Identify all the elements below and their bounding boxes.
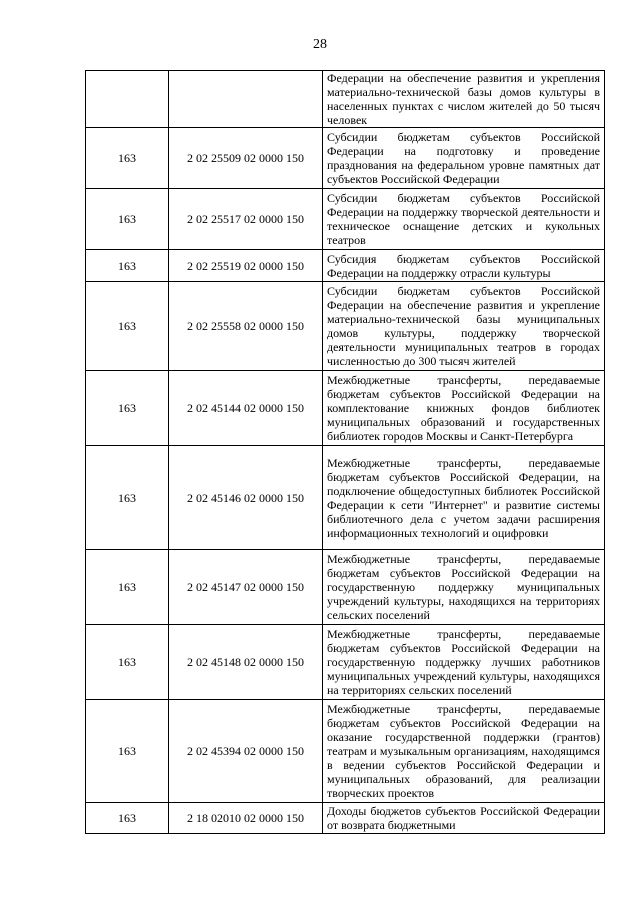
budget-code-cell: 2 02 25509 02 0000 150 [169, 128, 323, 189]
description-cell: Межбюджетные трансферты, передаваемые бюджетам субъектов Российской Федерации на государственную поддержку муниципальных учреждений культуры, находящихся на территориях сельских поселений [323, 550, 605, 625]
description-cell: Федерации на обеспечение развития и укрепления материально-технической базы домов культуры в населенных пунктах с числом жителей до 50 тысяч человек [323, 71, 605, 128]
admin-code-cell: 163 [86, 700, 169, 803]
table-row [86, 282, 605, 371]
table-row [86, 550, 605, 625]
description-cell: Субсидии бюджетам субъектов Российской Федерации на обеспечение развития и укрепление материально-технической базы муниципальных домов культуры, поддержку творческой деятельности муниципальных театров в городах численностью до 300 тысяч жителей [323, 282, 605, 371]
table-row [86, 803, 605, 834]
table-row [86, 71, 605, 128]
budget-code-cell: 2 02 25517 02 0000 150 [169, 189, 323, 250]
description-cell: Доходы бюджетов субъектов Российской Федерации от возврата бюджетными [323, 803, 605, 834]
budget-code-cell: 2 02 25519 02 0000 150 [169, 250, 323, 282]
admin-code-cell: 163 [86, 250, 169, 282]
table-row [86, 700, 605, 803]
description-cell: Межбюджетные трансферты, передаваемые бюджетам субъектов Российской Федерации, на подключение общедоступных библиотек Российской Федерации к сети "Интернет" и развитие системы библиотечного дела с учетом задачи расширения информационных технологий и оцифровки [323, 446, 605, 550]
admin-code-cell: 163 [86, 128, 169, 189]
admin-code-cell [86, 71, 169, 128]
description-cell: Субсидии бюджетам субъектов Российской Федерации на поддержку творческой деятельности и техническое оснащение детских и кукольных театров [323, 189, 605, 250]
budget-code-cell: 2 02 45146 02 0000 150 [169, 446, 323, 550]
budget-code-cell: 2 02 45144 02 0000 150 [169, 371, 323, 446]
table-row [86, 250, 605, 282]
budget-code-cell: 2 02 25558 02 0000 150 [169, 282, 323, 371]
admin-code-cell: 163 [86, 446, 169, 550]
revenue-codes-table [85, 70, 605, 834]
admin-code-cell: 163 [86, 625, 169, 700]
table-row [86, 625, 605, 700]
description-cell: Межбюджетные трансферты, передаваемые бюджетам субъектов Российской Федерации на оказание государственной поддержки (грантов) театрам и музыкальным организациям, находящимся в ведении субъектов Российской Федерации и муниципальных образований, для реализации творческих проектов [323, 700, 605, 803]
admin-code-cell: 163 [86, 550, 169, 625]
admin-code-cell: 163 [86, 282, 169, 371]
description-cell: Межбюджетные трансферты, передаваемые бюджетам субъектов Российской Федерации на государственную поддержку лучших работников муниципальных учреждений культуры, находящихся на территориях сельских поселений [323, 625, 605, 700]
table-row [86, 446, 605, 550]
budget-code-cell: 2 02 45394 02 0000 150 [169, 700, 323, 803]
admin-code-cell: 163 [86, 189, 169, 250]
table-row [86, 128, 605, 189]
budget-code-cell: 2 02 45148 02 0000 150 [169, 625, 323, 700]
budget-code-cell: 2 18 02010 02 0000 150 [169, 803, 323, 834]
table-row [86, 371, 605, 446]
admin-code-cell: 163 [86, 803, 169, 834]
page-number: 28 [313, 37, 327, 52]
description-cell: Межбюджетные трансферты, передаваемые бюджетам субъектов Российской Федерации на комплектование книжных фондов библиотек муниципальных образований и государственных библиотек городов Москвы и Санкт-Петербурга [323, 371, 605, 446]
table-row [86, 189, 605, 250]
budget-code-cell: 2 02 45147 02 0000 150 [169, 550, 323, 625]
description-cell: Субсидия бюджетам субъектов Российской Федерации на поддержку отрасли культуры [323, 250, 605, 282]
description-cell: Субсидии бюджетам субъектов Российской Федерации на подготовку и проведение празднования на федеральном уровне памятных дат субъектов Российской Федерации [323, 128, 605, 189]
budget-code-cell [169, 71, 323, 128]
admin-code-cell: 163 [86, 371, 169, 446]
